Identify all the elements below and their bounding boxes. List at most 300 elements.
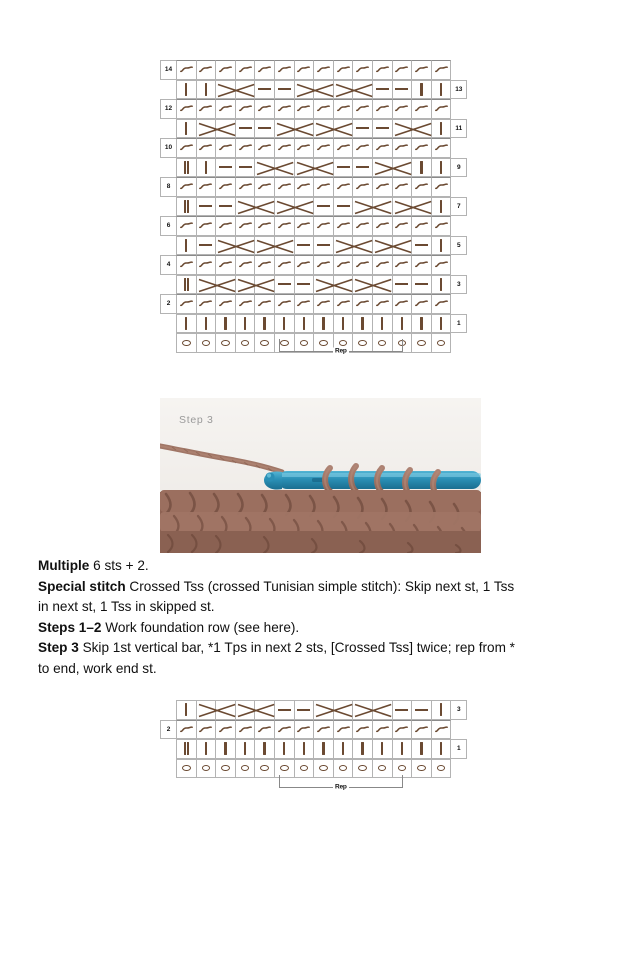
return-pass-wave-icon	[317, 300, 330, 307]
chart-cell	[411, 99, 432, 119]
chain-oval-icon	[260, 765, 269, 771]
bottom-chart-rep-bracket	[279, 775, 403, 791]
chart-row	[160, 99, 466, 119]
chart-cell	[352, 720, 373, 740]
chart-cell	[333, 216, 354, 236]
chart-row	[160, 236, 466, 256]
row-label-spacer	[450, 720, 467, 740]
chart-cell	[372, 275, 393, 295]
chart-cell	[254, 314, 275, 334]
chart-cell	[274, 60, 295, 80]
chart-cell	[372, 236, 393, 256]
chart-cell	[352, 739, 373, 759]
row-label-spacer	[160, 759, 177, 779]
horizontal-dash-icon	[278, 709, 291, 711]
chart-cell	[411, 275, 432, 295]
chart-cell	[215, 720, 236, 740]
instruction-line	[38, 638, 524, 679]
return-pass-wave-icon	[297, 66, 310, 73]
vertical-bar-icon	[263, 317, 265, 330]
chart-cell	[411, 236, 432, 256]
chart-cell	[274, 255, 295, 275]
chart-cell	[392, 158, 413, 178]
chart-cell	[254, 294, 275, 314]
chart-cell	[352, 275, 373, 295]
chart-cell	[372, 216, 393, 236]
chart-row	[160, 275, 466, 295]
chart-cell	[235, 99, 256, 119]
vertical-bar-icon	[185, 317, 187, 330]
chart-cell	[352, 138, 373, 158]
vertical-bar-icon	[361, 317, 363, 330]
chart-row	[160, 255, 466, 275]
vertical-bar-icon	[440, 742, 442, 755]
chain-oval-icon	[202, 765, 211, 771]
chart-cell	[215, 759, 236, 779]
chart-row	[160, 80, 466, 100]
return-pass-wave-icon	[435, 105, 448, 112]
chart-cell	[333, 99, 354, 119]
chart-cell	[294, 138, 315, 158]
chart-cell	[176, 158, 197, 178]
chart-cell	[333, 294, 354, 314]
vertical-bar-icon	[401, 742, 403, 755]
chart-cell	[274, 314, 295, 334]
chart-cell	[254, 275, 275, 295]
main-chart-rep-bracket	[279, 339, 403, 352]
chart-cell	[235, 80, 256, 100]
chart-cell	[294, 197, 315, 217]
row-label-spacer	[450, 216, 467, 236]
return-pass-wave-icon	[376, 105, 389, 112]
chart-cell	[176, 294, 197, 314]
chart-cell	[333, 80, 354, 100]
chart-cell	[294, 255, 315, 275]
horizontal-dash-icon	[376, 88, 389, 90]
row-label-spacer	[160, 119, 177, 139]
chart-cell	[235, 119, 256, 139]
chart-cell	[254, 700, 275, 720]
vertical-bar-icon	[440, 239, 442, 252]
chart-cell	[372, 177, 393, 197]
vertical-bar-icon	[185, 703, 187, 716]
vertical-bar-icon	[342, 742, 344, 755]
return-pass-wave-icon	[297, 105, 310, 112]
row-label-spacer	[450, 138, 467, 158]
chart-cell	[235, 759, 256, 779]
chart-cell	[215, 739, 236, 759]
chart-cell	[274, 99, 295, 119]
chart-row	[160, 197, 466, 217]
return-pass-wave-icon	[258, 726, 271, 733]
return-pass-wave-icon	[415, 66, 428, 73]
return-pass-wave-icon	[395, 66, 408, 73]
chart-cell	[352, 314, 373, 334]
chart-cell	[352, 197, 373, 217]
chart-cell	[392, 314, 413, 334]
chart-cell	[274, 138, 295, 158]
chain-oval-icon	[241, 340, 250, 346]
vertical-bar-icon	[420, 161, 422, 174]
return-pass-wave-icon	[337, 66, 350, 73]
return-pass-wave-icon	[278, 105, 291, 112]
horizontal-dash-icon	[199, 205, 212, 207]
row-label-spacer	[450, 177, 467, 197]
return-pass-wave-icon	[356, 105, 369, 112]
chart-cell	[352, 177, 373, 197]
chart-cell	[235, 333, 256, 353]
vertical-bar-icon	[283, 742, 285, 755]
chart-cell	[215, 119, 236, 139]
chart-cell	[235, 197, 256, 217]
vertical-bar-icon	[224, 317, 226, 330]
chart-cell	[313, 294, 334, 314]
instruction-line	[38, 577, 524, 618]
main-chart-grid	[160, 60, 466, 353]
chart-cell	[254, 119, 275, 139]
double-vertical-bar-icon	[184, 200, 189, 213]
chart-cell	[333, 314, 354, 334]
chart-cell	[431, 216, 452, 236]
return-pass-wave-icon	[297, 261, 310, 268]
vertical-bar-icon	[263, 742, 265, 755]
vertical-bar-icon	[205, 317, 207, 330]
chart-cell	[254, 99, 275, 119]
vertical-bar-icon	[440, 703, 442, 716]
row-number-right: 3	[450, 700, 467, 720]
row-label-spacer	[160, 197, 177, 217]
chart-cell	[176, 99, 197, 119]
chart-cell	[431, 700, 452, 720]
chart-cell	[235, 138, 256, 158]
return-pass-wave-icon	[239, 183, 252, 190]
chart-cell	[196, 119, 217, 139]
vertical-bar-icon	[244, 317, 246, 330]
row-number-right: 1	[450, 739, 467, 759]
return-pass-wave-icon	[395, 105, 408, 112]
return-pass-wave-icon	[317, 144, 330, 151]
horizontal-dash-icon	[297, 244, 310, 246]
chart-cell	[431, 60, 452, 80]
row-label-spacer	[160, 275, 177, 295]
horizontal-dash-icon	[239, 127, 252, 129]
row-label-spacer	[450, 99, 467, 119]
chart-cell	[313, 314, 334, 334]
chart-cell	[352, 236, 373, 256]
return-pass-wave-icon	[180, 183, 193, 190]
return-pass-wave-icon	[317, 261, 330, 268]
chart-cell	[313, 739, 334, 759]
chart-cell	[235, 216, 256, 236]
horizontal-dash-icon	[415, 709, 428, 711]
return-pass-wave-icon	[180, 300, 193, 307]
chart-cell	[411, 197, 432, 217]
instruction-line	[38, 618, 524, 639]
vertical-bar-icon	[420, 317, 422, 330]
chart-cell	[294, 158, 315, 178]
return-pass-wave-icon	[219, 144, 232, 151]
chain-oval-icon	[260, 340, 269, 346]
chart-cell	[352, 99, 373, 119]
return-pass-wave-icon	[297, 222, 310, 229]
return-pass-wave-icon	[219, 66, 232, 73]
chart-cell	[235, 236, 256, 256]
chart-cell	[333, 236, 354, 256]
vertical-bar-icon	[440, 278, 442, 291]
return-pass-wave-icon	[376, 300, 389, 307]
vertical-bar-icon	[185, 122, 187, 135]
vertical-bar-icon	[303, 742, 305, 755]
chart-cell	[352, 255, 373, 275]
return-pass-wave-icon	[337, 300, 350, 307]
chart-cell	[274, 197, 295, 217]
chart-cell	[431, 119, 452, 139]
return-pass-wave-icon	[415, 144, 428, 151]
double-vertical-bar-icon	[184, 278, 189, 291]
chart-cell	[411, 720, 432, 740]
return-pass-wave-icon	[278, 261, 291, 268]
return-pass-wave-icon	[356, 222, 369, 229]
chart-cell	[235, 294, 256, 314]
chart-cell	[411, 700, 432, 720]
chart-cell	[352, 80, 373, 100]
horizontal-dash-icon	[258, 88, 271, 90]
double-vertical-bar-icon	[184, 742, 189, 755]
chart-cell	[313, 158, 334, 178]
vertical-bar-icon	[440, 317, 442, 330]
chart-cell	[411, 333, 432, 353]
return-pass-wave-icon	[376, 726, 389, 733]
vertical-bar-icon	[303, 317, 305, 330]
vertical-bar-icon	[185, 239, 187, 252]
chart-cell	[254, 158, 275, 178]
return-pass-wave-icon	[297, 300, 310, 307]
horizontal-dash-icon	[278, 88, 291, 90]
return-pass-wave-icon	[258, 222, 271, 229]
chart-cell	[215, 80, 236, 100]
chart-cell	[254, 80, 275, 100]
chart-cell	[392, 236, 413, 256]
return-pass-wave-icon	[415, 222, 428, 229]
chart-cell	[372, 80, 393, 100]
chain-oval-icon	[241, 765, 250, 771]
chain-oval-icon	[378, 765, 387, 771]
return-pass-wave-icon	[395, 300, 408, 307]
chart-cell	[176, 314, 197, 334]
return-pass-wave-icon	[278, 222, 291, 229]
horizontal-dash-icon	[278, 283, 291, 285]
chart-cell	[411, 158, 432, 178]
return-pass-wave-icon	[258, 300, 271, 307]
row-label-spacer	[160, 700, 177, 720]
return-pass-wave-icon	[278, 183, 291, 190]
chart-cell	[431, 80, 452, 100]
main-stitch-chart	[160, 60, 466, 353]
chart-cell	[254, 333, 275, 353]
chart-cell	[392, 60, 413, 80]
return-pass-wave-icon	[239, 105, 252, 112]
chart-cell	[294, 216, 315, 236]
chart-cell	[372, 739, 393, 759]
horizontal-dash-icon	[297, 709, 310, 711]
chart-cell	[372, 294, 393, 314]
return-pass-wave-icon	[219, 183, 232, 190]
return-pass-wave-icon	[376, 66, 389, 73]
chart-cell	[411, 255, 432, 275]
chart-cell	[196, 158, 217, 178]
chart-cell	[352, 216, 373, 236]
horizontal-dash-icon	[356, 166, 369, 168]
return-pass-wave-icon	[395, 726, 408, 733]
chart-cell	[313, 119, 334, 139]
return-pass-wave-icon	[258, 66, 271, 73]
chart-cell	[392, 119, 413, 139]
chart-cell	[392, 197, 413, 217]
return-pass-wave-icon	[297, 726, 310, 733]
chart-cell	[294, 236, 315, 256]
return-pass-wave-icon	[435, 66, 448, 73]
vertical-bar-icon	[381, 742, 383, 755]
chart-cell	[294, 294, 315, 314]
chart-cell	[392, 739, 413, 759]
chart-row	[160, 158, 466, 178]
chart-cell	[392, 294, 413, 314]
chart-cell	[333, 275, 354, 295]
chart-cell	[196, 255, 217, 275]
horizontal-dash-icon	[199, 244, 212, 246]
return-pass-wave-icon	[376, 144, 389, 151]
return-pass-wave-icon	[337, 144, 350, 151]
chain-oval-icon	[319, 765, 328, 771]
chart-cell	[372, 314, 393, 334]
return-pass-wave-icon	[435, 183, 448, 190]
vertical-bar-icon	[185, 83, 187, 96]
chart-cell	[372, 197, 393, 217]
return-pass-wave-icon	[415, 183, 428, 190]
return-pass-wave-icon	[239, 66, 252, 73]
chart-cell	[176, 720, 197, 740]
return-pass-wave-icon	[180, 144, 193, 151]
chart-row	[160, 216, 466, 236]
row-number-right: 1	[450, 314, 467, 334]
chart-cell	[176, 759, 197, 779]
chart-cell	[313, 99, 334, 119]
chart-cell	[254, 197, 275, 217]
chart-cell	[411, 739, 432, 759]
chart-cell	[431, 720, 452, 740]
vertical-bar-icon	[361, 742, 363, 755]
chart-cell	[196, 720, 217, 740]
chart-cell	[313, 255, 334, 275]
return-pass-wave-icon	[219, 222, 232, 229]
chart-row	[160, 119, 466, 139]
chart-cell	[411, 314, 432, 334]
chart-cell	[274, 216, 295, 236]
chart-cell	[176, 60, 197, 80]
horizontal-dash-icon	[317, 205, 330, 207]
instruction-body: Crossed Tss (crossed Tunisian simple stitch): Skip next st, 1 Tss in next st, 1 Tss in skipped st.	[38, 578, 515, 614]
return-pass-wave-icon	[435, 222, 448, 229]
chart-cell	[411, 138, 432, 158]
horizontal-dash-icon	[258, 127, 271, 129]
chart-cell	[176, 216, 197, 236]
vertical-bar-icon	[401, 317, 403, 330]
chart-cell	[411, 80, 432, 100]
chart-cell	[294, 314, 315, 334]
chain-oval-icon	[398, 765, 407, 771]
row-number-right: 7	[450, 197, 467, 217]
horizontal-dash-icon	[356, 127, 369, 129]
chart-cell	[333, 255, 354, 275]
chart-cell	[313, 138, 334, 158]
return-pass-wave-icon	[297, 183, 310, 190]
return-pass-wave-icon	[356, 66, 369, 73]
double-vertical-bar-icon	[184, 161, 189, 174]
chart-cell	[431, 255, 452, 275]
return-pass-wave-icon	[199, 66, 212, 73]
return-pass-wave-icon	[415, 261, 428, 268]
return-pass-wave-icon	[317, 183, 330, 190]
instruction-line	[38, 556, 524, 577]
chart-cell	[431, 739, 452, 759]
chart-cell	[196, 60, 217, 80]
row-number-left: 6	[160, 216, 177, 236]
chart-cell	[313, 80, 334, 100]
return-pass-wave-icon	[278, 300, 291, 307]
chart-cell	[431, 177, 452, 197]
chart-row	[160, 60, 466, 80]
chart-cell	[215, 314, 236, 334]
return-pass-wave-icon	[180, 222, 193, 229]
chart-cell	[411, 216, 432, 236]
return-pass-wave-icon	[239, 144, 252, 151]
row-label-spacer	[160, 236, 177, 256]
chart-cell	[196, 314, 217, 334]
chart-cell	[431, 314, 452, 334]
horizontal-dash-icon	[376, 127, 389, 129]
return-pass-wave-icon	[376, 222, 389, 229]
return-pass-wave-icon	[258, 261, 271, 268]
return-pass-wave-icon	[258, 105, 271, 112]
chart-cell	[215, 177, 236, 197]
horizontal-dash-icon	[337, 166, 350, 168]
chart-cell	[372, 119, 393, 139]
chart-cell	[392, 80, 413, 100]
chart-cell	[333, 158, 354, 178]
chart-cell	[431, 759, 452, 779]
chart-cell	[254, 720, 275, 740]
chart-cell	[196, 236, 217, 256]
chart-row	[160, 700, 466, 720]
chart-cell	[333, 739, 354, 759]
chart-cell	[352, 119, 373, 139]
chart-cell	[313, 700, 334, 720]
return-pass-wave-icon	[219, 261, 232, 268]
chart-cell	[254, 759, 275, 779]
chart-cell	[176, 177, 197, 197]
chain-oval-icon	[221, 340, 230, 346]
instruction-lead: Steps 1–2	[38, 619, 102, 635]
return-pass-wave-icon	[199, 183, 212, 190]
row-label-spacer	[160, 158, 177, 178]
chain-oval-icon	[182, 765, 191, 771]
chart-cell	[215, 275, 236, 295]
return-pass-wave-icon	[395, 144, 408, 151]
chart-cell	[392, 177, 413, 197]
return-pass-wave-icon	[180, 66, 193, 73]
chart-cell	[176, 333, 197, 353]
return-pass-wave-icon	[199, 222, 212, 229]
